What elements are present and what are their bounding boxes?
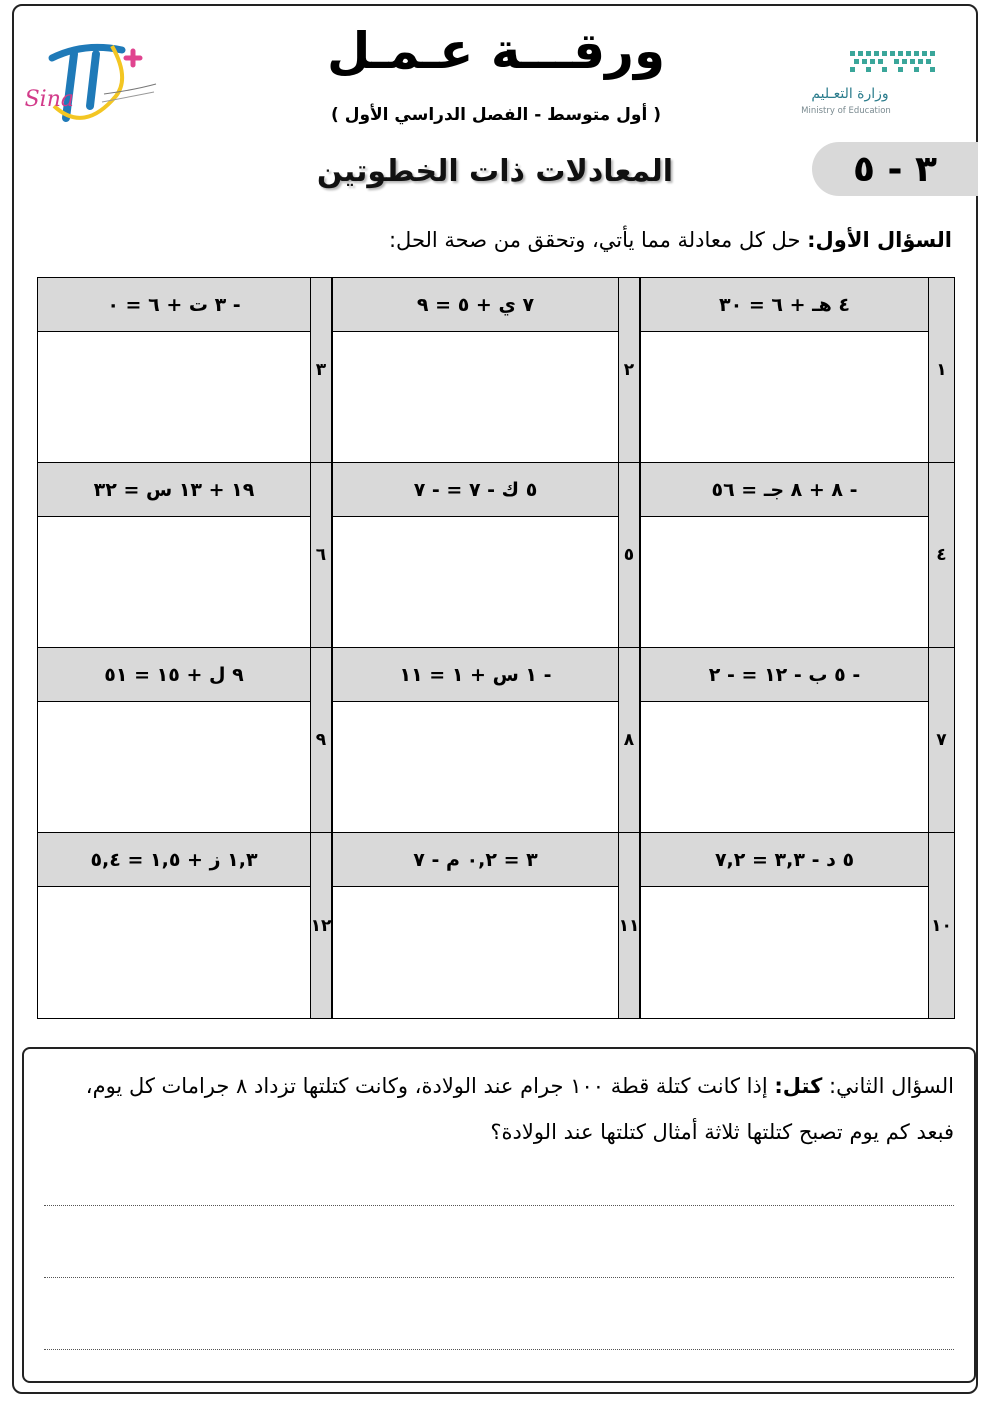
equation-number: ٧ [928,648,954,833]
equation-text: ١,٣ ز + ١,٥ = ٥,٤ [38,833,310,887]
equation-number: ١ [928,278,954,463]
equation-number: ٩ [310,648,332,833]
question2-body: إذا كانت كتلة قطة ١٠٠ جرام عند الولادة، وكانت كتلتها تزداد ٨ جرامات كل يوم، فبعد كم يوم تصبح كتلتها ثلاثة أمثال كتلتها عند الولادة؟ [85,1074,954,1144]
equation-cell-11 [332,833,618,1018]
answer-space[interactable] [333,517,618,647]
equation-cell-6 [38,463,310,648]
question2-keyword: كتل: [774,1074,823,1098]
equation-text: ١٩ + ١٣ س = ٣٢ [38,463,310,517]
answer-space[interactable] [333,702,618,832]
equation-number: ١١ [618,833,640,1018]
equation-number: ٣ [310,278,332,463]
question1-label: السؤال الأول: [807,228,952,252]
answer-line[interactable] [44,1205,954,1206]
equation-cell-5 [332,463,618,648]
answer-space[interactable] [38,887,310,1018]
answer-line[interactable] [44,1277,954,1278]
equation-text: ٧ ي + ٥ = ٩ [333,278,618,332]
equation-text: - ١ س + ١ = ١١ [333,648,618,702]
question2-label: السؤال الثاني: [829,1074,954,1098]
equation-text: ٥ د - ٣,٣ = ٧,٢ [641,833,928,887]
equation-cell-4 [640,463,928,648]
svg-text:Sina: Sina [24,87,74,112]
equation-cell-8 [332,648,618,833]
equation-text: ٤ هـ + ٦ = ٣٠ [641,278,928,332]
equation-text: ٣ = ٠,٢ م - ٧ [333,833,618,887]
equation-cell-7 [640,648,928,833]
answer-space[interactable] [641,702,928,832]
answer-space[interactable] [641,887,928,1018]
answer-space[interactable] [641,332,928,462]
equation-text: ٩ ل + ١٥ = ٥١ [38,648,310,702]
answer-space[interactable] [333,887,618,1018]
answer-space[interactable] [641,517,928,647]
equation-cell-2 [332,278,618,463]
sheet-subtitle: ( أول متوسط - الفصل الدراسي الأول ) [331,105,661,125]
equation-cell-10 [640,833,928,1018]
equation-number: ٤ [928,463,954,648]
equation-number: ٥ [618,463,640,648]
answer-line[interactable] [44,1349,954,1350]
equation-cell-3 [38,278,310,463]
question2-box [22,1047,976,1383]
sheet-title: ورقـــة عـمـل [326,22,666,80]
answer-space[interactable] [38,702,310,832]
answer-space[interactable] [333,332,618,462]
lesson-number: ٣ - ٥ [812,142,978,196]
equation-cell-9 [38,648,310,833]
question1-instructions: حل كل معادلة مما يأتي، وتحقق من صحة الحل: [388,228,801,252]
equation-cell-1 [640,278,928,463]
equations-grid [37,277,955,1019]
equation-number: ٢ [618,278,640,463]
question2-text [84,1063,954,1155]
equation-text: - ٣ ت + ٦ = ٠ [38,278,310,332]
question1-prompt [389,228,952,252]
answer-space[interactable] [38,332,310,462]
equation-text: - ٥ ب - ١٢ = - ٢ [641,648,928,702]
equation-number: ٦ [310,463,332,648]
equation-number: ١٠ [928,833,954,1018]
ministry-name-ar: وزارة التعـليم [811,86,889,102]
equation-cell-12 [38,833,310,1018]
equation-text: ٥ ك - ٧ = - ٧ [333,463,618,517]
equation-number: ١٢ [310,833,332,1018]
equation-text: - ٨ + ٨ جـ = ٥٦ [641,463,928,517]
lesson-title: المعادلات ذات الخطوتين [316,154,674,189]
answer-space[interactable] [38,517,310,647]
equation-number: ٨ [618,648,640,833]
ministry-name-en: Ministry of Education [801,106,891,116]
